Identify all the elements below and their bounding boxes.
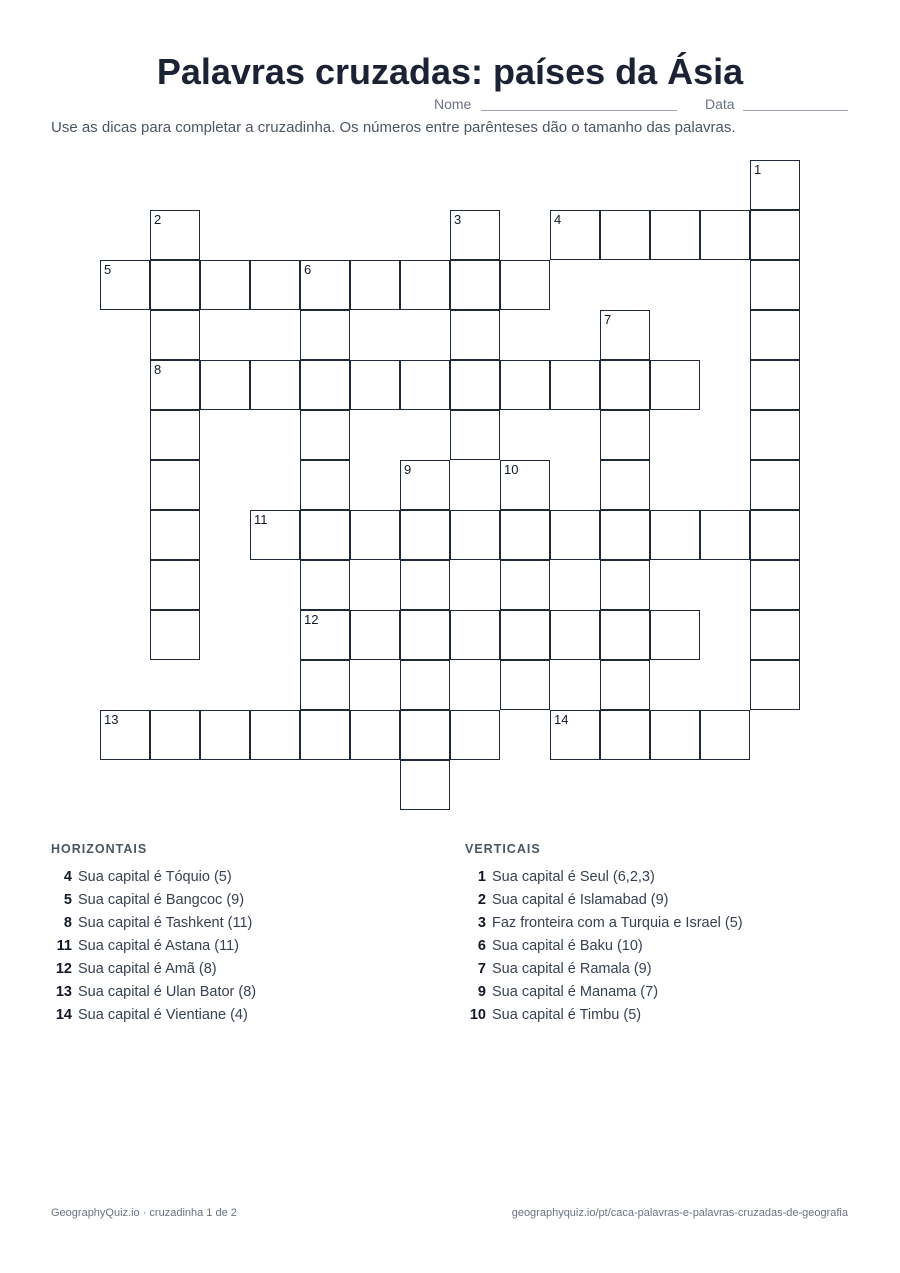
grid-cell[interactable] [500, 460, 550, 510]
across-heading: HORIZONTAIS [51, 842, 148, 856]
cell-number: 4 [554, 212, 562, 227]
grid-cell[interactable] [350, 510, 400, 560]
grid-cell[interactable] [400, 660, 450, 710]
grid-cell[interactable] [250, 510, 300, 560]
clue-text: Sua capital é Islamabad (9) [492, 892, 669, 908]
cell-number: 6 [304, 262, 312, 277]
cell-number: 12 [304, 612, 319, 627]
clue-number: 9 [477, 984, 486, 1000]
clue-number: 11 [56, 938, 72, 954]
grid-cell[interactable] [300, 460, 350, 510]
grid-cell[interactable] [600, 610, 650, 660]
grid-cell[interactable] [550, 710, 600, 760]
grid-cell[interactable] [150, 310, 200, 360]
grid-cell[interactable] [150, 460, 200, 510]
down-clue [465, 981, 743, 1004]
clue-number: 4 [63, 869, 72, 885]
grid-cell[interactable] [600, 510, 650, 560]
across-clue [51, 935, 256, 958]
grid-cell[interactable] [300, 360, 350, 410]
instructions: Use as dicas para completar a cruzadinha. Os números entre parênteses dão o tamanho das palavras. [51, 119, 736, 136]
grid-cell[interactable] [400, 560, 450, 610]
across-clue [51, 889, 256, 912]
grid-cell[interactable] [450, 510, 500, 560]
grid-cell[interactable] [650, 210, 700, 260]
across-clue [51, 981, 256, 1004]
clue-text: Sua capital é Astana (11) [78, 938, 239, 954]
across-clues [51, 840, 256, 1027]
clue-number: 7 [477, 961, 486, 977]
grid-cell[interactable] [650, 510, 700, 560]
grid-cell[interactable] [450, 260, 500, 310]
clue-text: Sua capital é Ramala (9) [492, 961, 652, 977]
clue-number: 14 [55, 1007, 72, 1023]
clue-number: 12 [55, 961, 72, 977]
cell-number: 11 [254, 512, 268, 527]
clue-text: Sua capital é Amã (8) [78, 961, 217, 977]
grid-cell[interactable] [750, 610, 800, 660]
grid-cell[interactable] [750, 310, 800, 360]
grid-cell[interactable] [100, 710, 150, 760]
grid-cell[interactable] [750, 510, 800, 560]
down-clue [465, 889, 743, 912]
down-clue [465, 912, 743, 935]
grid-cell[interactable] [600, 310, 650, 360]
grid-cell[interactable] [400, 760, 450, 810]
grid-cell[interactable] [400, 460, 450, 510]
grid-cell[interactable] [150, 610, 200, 660]
grid-cell[interactable] [150, 260, 200, 310]
grid-cell[interactable] [550, 610, 600, 660]
grid-cell[interactable] [550, 210, 600, 260]
grid-cell[interactable] [450, 360, 500, 410]
grid-cell[interactable] [700, 210, 750, 260]
grid-cell[interactable] [500, 560, 550, 610]
grid-cell[interactable] [250, 710, 300, 760]
down-clue [465, 1004, 743, 1027]
cell-number: 10 [504, 462, 519, 477]
name-label: Nome [434, 96, 472, 112]
grid-cell[interactable] [750, 210, 800, 260]
grid-cell[interactable] [600, 710, 650, 760]
grid-cell[interactable] [200, 710, 250, 760]
grid-cell[interactable] [750, 260, 800, 310]
clue-number: 5 [63, 892, 72, 908]
clue-text: Sua capital é Tóquio (5) [78, 869, 232, 885]
grid-cell[interactable] [450, 410, 500, 460]
grid-cell[interactable] [150, 360, 200, 410]
grid-cell[interactable] [250, 260, 300, 310]
clue-text: Sua capital é Seul (6,2,3) [492, 869, 655, 885]
grid-cell[interactable] [600, 410, 650, 460]
grid-cell[interactable] [150, 710, 200, 760]
grid-cell[interactable] [350, 710, 400, 760]
down-clues [465, 840, 743, 1027]
grid-cell[interactable] [300, 510, 350, 560]
down-clue [465, 958, 743, 981]
cell-number: 2 [154, 212, 162, 227]
grid-cell[interactable] [200, 260, 250, 310]
grid-cell[interactable] [750, 660, 800, 710]
across-clue [51, 958, 256, 981]
grid-cell[interactable] [150, 210, 200, 260]
grid-cell[interactable] [750, 410, 800, 460]
grid-cell[interactable] [600, 460, 650, 510]
grid-cell[interactable] [300, 310, 350, 360]
down-clue [465, 935, 743, 958]
grid-cell[interactable] [450, 710, 500, 760]
cell-number: 3 [454, 212, 462, 227]
grid-cell[interactable] [700, 710, 750, 760]
grid-cell[interactable] [450, 610, 500, 660]
grid-cell[interactable] [300, 710, 350, 760]
grid-cell[interactable] [200, 360, 250, 410]
clue-text: Sua capital é Baku (10) [492, 938, 643, 954]
cell-number: 13 [104, 712, 119, 727]
clue-number: 8 [63, 915, 72, 931]
grid-cell[interactable] [600, 660, 650, 710]
grid-cell[interactable] [600, 360, 650, 410]
clue-number: 3 [477, 915, 486, 931]
grid-cell[interactable] [750, 160, 800, 210]
grid-cell[interactable] [650, 360, 700, 410]
cell-number: 14 [554, 712, 569, 727]
across-clue [51, 866, 256, 889]
grid-cell[interactable] [600, 560, 650, 610]
clue-number: 2 [477, 892, 486, 908]
grid-cell[interactable] [100, 260, 150, 310]
page-title: Palavras cruzadas: países da Ásia [156, 51, 744, 92]
grid-cell[interactable] [500, 610, 550, 660]
cell-number: 9 [404, 462, 412, 477]
clue-text: Sua capital é Manama (7) [492, 984, 659, 1000]
footer-left: GeographyQuiz.io · cruzadinha 1 de 2 [51, 1207, 237, 1219]
clue-text: Faz fronteira com a Turquia e Israel (5) [492, 915, 743, 931]
grid-cell[interactable] [600, 210, 650, 260]
cell-number: 8 [154, 362, 162, 377]
clue-text: Sua capital é Vientiane (4) [78, 1007, 248, 1023]
clue-text: Sua capital é Ulan Bator (8) [78, 984, 257, 1000]
grid-cell[interactable] [350, 610, 400, 660]
clue-text: Sua capital é Timbu (5) [492, 1007, 642, 1023]
grid-cell[interactable] [500, 660, 550, 710]
grid-cell[interactable] [550, 360, 600, 410]
grid-cell[interactable] [550, 510, 600, 560]
grid-cell[interactable] [300, 610, 350, 660]
grid-cell[interactable] [750, 460, 800, 510]
grid-cell[interactable] [700, 510, 750, 560]
cell-number: 5 [104, 262, 112, 277]
grid-cell[interactable] [500, 510, 550, 560]
grid-cell[interactable] [750, 560, 800, 610]
footer-right: geographyquiz.io/pt/caca-palavras-e-palavras-cruzadas-de-geografia [511, 1207, 848, 1219]
grid-cell[interactable] [400, 710, 450, 760]
grid-cell[interactable] [150, 410, 200, 460]
grid-cell[interactable] [750, 360, 800, 410]
grid-cell[interactable] [500, 260, 550, 310]
grid-cell[interactable] [250, 360, 300, 410]
grid-cell[interactable] [350, 260, 400, 310]
cell-number: 1 [754, 162, 762, 177]
grid-cell[interactable] [400, 360, 450, 410]
grid-cell[interactable] [350, 360, 400, 410]
grid-cell[interactable] [150, 510, 200, 560]
clue-number: 6 [477, 938, 486, 954]
clue-text: Sua capital é Tashkent (11) [78, 915, 253, 931]
grid-cell[interactable] [150, 560, 200, 610]
date-label: Data [705, 96, 735, 112]
across-clue [51, 1004, 256, 1027]
clue-number: 1 [477, 869, 486, 885]
grid-cell[interactable] [450, 210, 500, 260]
cell-number: 7 [604, 312, 612, 327]
grid-cell[interactable] [400, 260, 450, 310]
across-clue [51, 912, 256, 935]
grid-cell[interactable] [400, 510, 450, 560]
down-clue [465, 866, 743, 889]
clue-number: 10 [469, 1007, 486, 1023]
grid-cell[interactable] [400, 610, 450, 660]
grid-cell[interactable] [300, 260, 350, 310]
grid-cell[interactable] [300, 660, 350, 710]
clue-text: Sua capital é Bangcoc (9) [78, 892, 245, 908]
grid-cell[interactable] [450, 310, 500, 360]
clue-number: 13 [55, 984, 72, 1000]
grid-cell[interactable] [500, 360, 550, 410]
grid-cell[interactable] [650, 710, 700, 760]
grid-cell[interactable] [300, 410, 350, 460]
down-heading: VERTICAIS [465, 842, 541, 856]
grid-cell[interactable] [650, 610, 700, 660]
grid-cell[interactable] [300, 560, 350, 610]
